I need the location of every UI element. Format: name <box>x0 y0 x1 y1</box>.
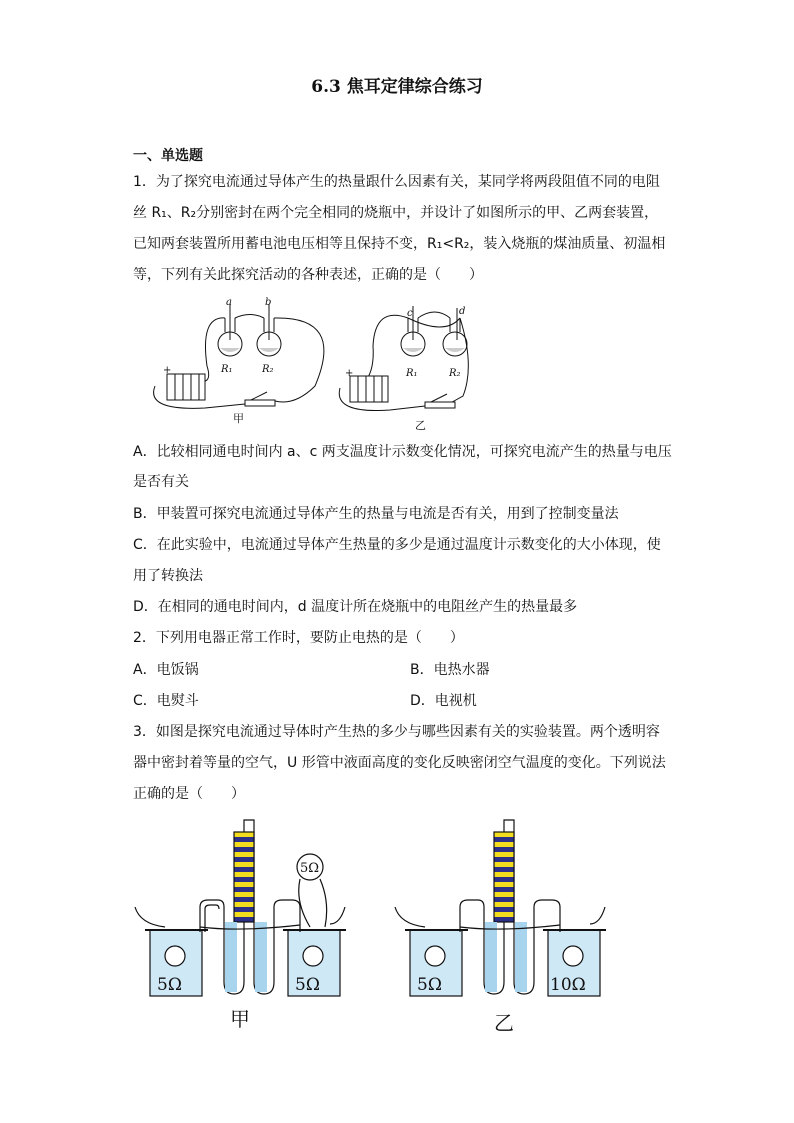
label-plus: + <box>345 368 354 379</box>
q2-option-d[interactable]: D．电视机 <box>410 693 477 709</box>
label-c: c <box>407 308 413 319</box>
q3-stem-line: 器中密封着等量的空气，U 形管中液面高度的变化反映密闭空气温度的变化。下列说法 <box>133 755 666 771</box>
label-b: b <box>265 297 272 308</box>
q1-option-d[interactable]: D．在相同的通电时间内，d 温度计所在烧瓶中的电阻丝产生的热量最多 <box>133 599 578 615</box>
q2-option-b[interactable]: B．电热水器 <box>410 662 490 678</box>
q1-option-c-cont: 用了转换法 <box>133 568 203 584</box>
q1-stem-line: 等，下列有关此探究活动的各种表述，正确的是（ ） <box>133 267 483 283</box>
q3-stem-line: 正确的是（ ） <box>133 786 245 802</box>
figure-yi-apparatus <box>339 306 468 411</box>
figure-jia-apparatus <box>154 304 324 408</box>
label-plus: + <box>163 365 172 376</box>
figure-yi-setup <box>395 820 606 996</box>
q1-circuit-figure <box>145 296 475 431</box>
label-a: a <box>226 297 232 308</box>
label-r1: R₁ <box>406 368 418 379</box>
label-right-r2: 10Ω <box>550 975 586 995</box>
label-r1: R₁ <box>221 364 233 375</box>
label-r2: R₂ <box>262 364 274 375</box>
label-d: d <box>459 306 466 317</box>
q2-stem: 2．下列用电器正常工作时，要防止电热的是（ ） <box>133 630 464 646</box>
caption-yi: 乙 <box>494 1011 514 1034</box>
caption-jia: 甲 <box>233 412 244 425</box>
q1-option-c[interactable]: C．在此实验中，电流通过导体产生热量的多少是通过温度计示数变化的大小体现，使 <box>133 537 661 553</box>
q2-option-a[interactable]: A．电饭锅 <box>133 662 199 678</box>
q1-stem-line: 1．为了探究电流通过导体产生的热量跟什么因素有关，某同学将两段阻值不同的电阻 <box>133 174 660 190</box>
q1-stem-line: 已知两套装置所用蓄电池电压相等且保持不变，R₁<R₂，装入烧瓶的煤油质量、初温相 <box>133 236 666 252</box>
label-r2: R₂ <box>449 368 461 379</box>
q1-stem-line: 丝 R₁、R₂分别密封在两个完全相同的烧瓶中，并设计了如图所示的甲、乙两套装置， <box>133 205 659 221</box>
label-left-r1: 5Ω <box>157 975 182 995</box>
page-title: 6.3 焦耳定律综合练习 <box>311 77 483 97</box>
label-left-r-out: 5Ω <box>300 861 320 876</box>
q1-option-a-cont: 是否有关 <box>133 474 189 490</box>
label-right-r1: 5Ω <box>417 975 442 995</box>
q2-option-c[interactable]: C．电熨斗 <box>133 693 199 709</box>
q1-option-b[interactable]: B．甲装置可探究电流通过导体产生的热量与电流是否有关，用到了控制变量法 <box>133 506 619 522</box>
q3-stem-line: 3．如图是探究电流通过导体时产生热的多少与哪些因素有关的实验装置。两个透明容 <box>133 724 660 740</box>
label-left-r2: 5Ω <box>295 975 320 995</box>
caption-jia: 甲 <box>230 1007 250 1031</box>
q1-option-a[interactable]: A．比较相同通电时间内 a、c 两支温度计示数变化情况，可探究电流产生的热量与电压 <box>133 444 672 460</box>
section-heading: 一、单选题 <box>133 148 203 164</box>
figure-jia-setup <box>135 820 346 996</box>
caption-yi: 乙 <box>415 419 426 431</box>
q3-u-tube-figure <box>130 812 630 1034</box>
